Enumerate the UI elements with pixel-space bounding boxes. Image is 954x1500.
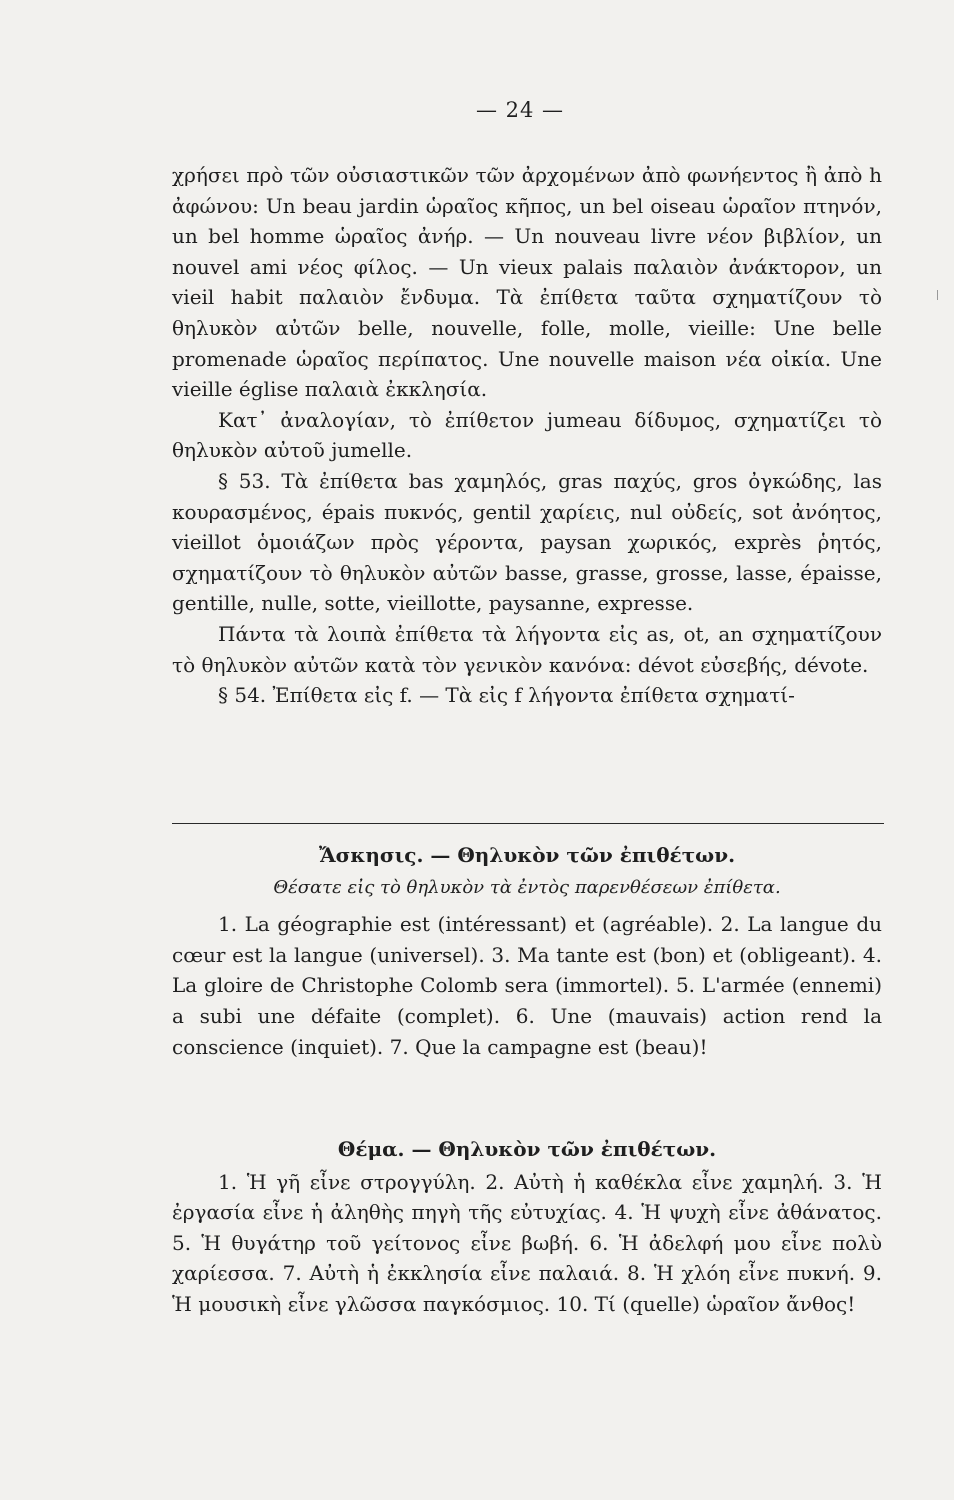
exercise-sentences: 1. La géographie est (intéressant) et (agréable). 2. La langue du cœur est la langue (universel). 3. Ma tante est (bon) et (obligeant). 4. La gloire de Christophe Colomb sera (immortel). 5. L'armée (ennemi) a subi une défaite (complet). 6. Une (mauvais) action rend la conscience (inquiet). 7. Que la campagne est (beau)! [172, 912, 882, 1059]
theme-heading: Θέμα. — Θηλυκὸν τῶν ἐπιθέτων. [337, 1137, 717, 1161]
paragraph-jumeau: Κατ᾽ ἀναλογίαν, τὸ ἐπίθετον jumeau δίδυμος, σχηματίζει τὸ θηλυκὸν αὐτοῦ jumelle. [172, 407, 882, 463]
theme-sentences: 1. Ἡ γῆ εἶνε στρογγύλη. 2. Αὐτὴ ἡ καθέκλα εἶνε χαμηλή. 3. Ἡ ἐργασία εἶνε ἡ ἀληθὴς πηγὴ τῆς εὐτυχίας. 4. Ἡ ψυχὴ εἶνε ἀθάνατος. 5. Ἡ θυγάτηρ τοῦ γείτονος εἶνε βωβή. 6. Ἡ ἀδελφή μου εἶνε πολὺ χαρίεσσα. 7. Αὐτὴ ἡ ἐκκλησία εἶνε παλαιά. 8. Ἡ χλόη εἶνε πυκνή. 9. Ἡ μουσικὴ εἶνε γλῶσσα παγκόσμιος. 10. Τί (quelle) ὡραῖον ἄνθος! [172, 1169, 882, 1316]
paragraph-general-rule: Πάντα τὰ λοιπὰ ἐπίθετα τὰ λήγοντα εἰς as, ot, an σχηματίζουν τὸ θηλυκὸν αὐτῶν κατὰ τὸν γενικὸν κανόνα: dévot εὐσεβής, dévote. [172, 621, 882, 677]
paragraph-section-53: § 53. Τὰ ἐπίθετα bas χαμηλός, gras παχύς, gros ὀγκώδης, las κουρασμένος, épais πυκνός, gentil χαρίεις, nul οὐδείς, sot ἀνόητος, vieillot ὁμοιάζων πρὸς γέροντα, paysan χωρικός, exprès ῥητός, σχηματίζουν τὸ θηλυκὸν αὐτῶν basse, grasse, grosse, lasse, épaisse, gentille, nulle, sotte, vieillotte, paysanne, expresse. [172, 468, 882, 616]
theme-section [172, 1130, 882, 1320]
main-text [172, 160, 882, 711]
section-divider [172, 823, 884, 824]
paragraph-section-54: § 54. Ἐπίθετα εἰς f. — Τὰ εἰς f λήγοντα ἐπίθετα σχηματί- [218, 683, 795, 708]
page-number: — 24 — [475, 98, 565, 122]
exercise-heading: Ἄσκησις. — Θηλυκὸν τῶν ἐπιθέτων. [318, 843, 736, 867]
exercise-instruction: Θέσατε εἰς τὸ θηλυκὸν τὰ ἐντὸς παρενθέσεων ἐπίθετα. [273, 876, 781, 898]
margin-mark [937, 290, 942, 300]
paragraph-adjective-forms: χρήσει πρὸ τῶν οὐσιαστικῶν τῶν ἀρχομένων ἀπὸ φωνήεντος ἢ ἀπὸ h ἀφώνου: Un beau jardin ὡραῖος κῆπος, un bel oiseau ὡραῖον πτηνόν, un bel homme ὡραῖος ἀνήρ. — Un nouveau livre νέον βιβλίον, un nouvel ami νέος φίλος. — Un vieux palais παλαιὸν ἀνάκτορον, un vieil habit παλαιὸν ἔνδυμα. Τὰ ἐπίθετα ταῦτα σχηματίζουν τὸ θηλυκὸν αὐτῶν belle, nouvelle, folle, molle, vieille: Une belle promenade ὡραῖος περίπατος. Une nouvelle maison νέα οἰκία. Une vieille église παλαιὰ ἐκκλησία. [172, 163, 882, 402]
exercise-section [172, 836, 882, 1062]
